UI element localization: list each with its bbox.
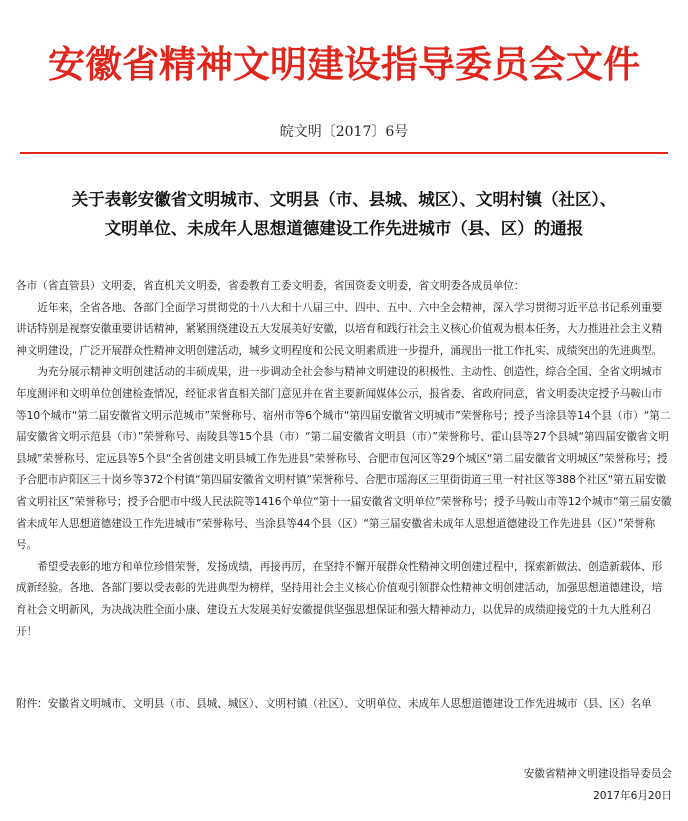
salutation: 各市（省直管县）文明委，省直机关文明委，省委教育工委文明委，省国资委文明委，省文明委各成员单位： (16, 280, 525, 292)
notice-title (24, 185, 664, 243)
signature-block (524, 764, 672, 807)
attachment-note: 附件：安徽省文明城市、文明县（市、县城、城区）、文明村镇（社区）、文明单位、未成年人思想道德建设工作先进城市（县、区）名单 (16, 698, 652, 710)
notice-title-line-2: 文明单位、未成年人思想道德建设工作先进城市（县、区）的通报 (104, 219, 584, 238)
notice-title-line-1: 关于表彰安徽省文明城市、文明县（市、县城、城区）、文明村镇（社区）、 (71, 190, 617, 209)
signature-org: 安徽省精神文明建设指导委员会 (523, 768, 672, 780)
notice-body (16, 276, 672, 643)
body-paragraph: 近年来，全省各地、各部门全面学习贯彻党的十八大和十八届三中、四中、五中、六中全会精神，深入学习贯彻习近平总书记系列重要讲话特别是视察安徽重要讲话精神，紧紧围绕建设五大发展美好安徽，以培育和践行社会主义核心价值观为根本任务，大力推进社会主义精神文明建设，广泛开展群众性精神文明创建活动，城乡文明程度和公民文明素质进一步提升，涌现出一批工作扎实、成绩突出的先进典型。 (16, 301, 663, 357)
header-divider (20, 152, 668, 154)
body-paragraph: 希望受表彰的地方和单位珍惜荣誉，发扬成绩，再接再厉，在坚持不懈开展群众性精神文明创建过程中，探索新做法、创造新载体、形成新经验。各地、各部门要以受表彰的先进典型为榜样，坚持用社会主义核心价值观引领群众性精神文明创建活动，加强思想道德建设，培育社会文明新风，为决战决胜全面小康、建设五大发展美好安徽提供坚强思想保证和强大精神动力，以优异的成绩迎接党的十九大胜利召开！ (16, 560, 663, 638)
document-header-title: 安徽省精神文明建设指导委员会文件 (48, 42, 640, 86)
document-number: 皖文明〔2017〕6号 (279, 124, 409, 140)
signature-date: 2017年6月20日 (593, 789, 672, 802)
body-paragraph: 为充分展示精神文明创建活动的丰硕成果，进一步调动全社会参与精神文明建设的积极性、主动性、创造性，综合全国、全省文明城市年度测评和文明单位创建检查情况，经征求省直相关部门意见并在省主要新闻媒体公示，报省委、省政府同意，省文明委决定授予马鞍山市等10个城市“第二届安徽省文明示范城市”荣誉称号、宿州市等6个城市“第四届安徽省文明城市”荣誉称号；授予当涂县等14个县（市）“第二届安徽省文明示范县（市）”荣誉称号、南陵县等15个县（市）“第二届安徽省文明县（市）”荣誉称号、霍山县等27个县城“第四届安徽省文明县城”荣誉称号、定远县等5个县“全省创建文明县城工作先进县”荣誉称号、合肥市包河区等29个城区“第二届安徽省文明城区”荣誉称号；授予合肥市庐阳区三十岗乡等372个村镇“第四届安徽省文明村镇”荣誉称号、合肥市瑶海区三里街街道三里一村社区等388个社区“第五届安徽省文明社区”荣誉称号；授予合肥市中级人民法院等1416个单位“第十一届安徽省文明单位”荣誉称号；授予马鞍山市等12个城市“第三届安徽省未成年人思想道德建设工作先进城市”荣誉称号、当涂县等44个县（区）“第三届安徽省未成年人思想道德建设工作先进县（区）”荣誉称号。 (16, 366, 672, 552)
